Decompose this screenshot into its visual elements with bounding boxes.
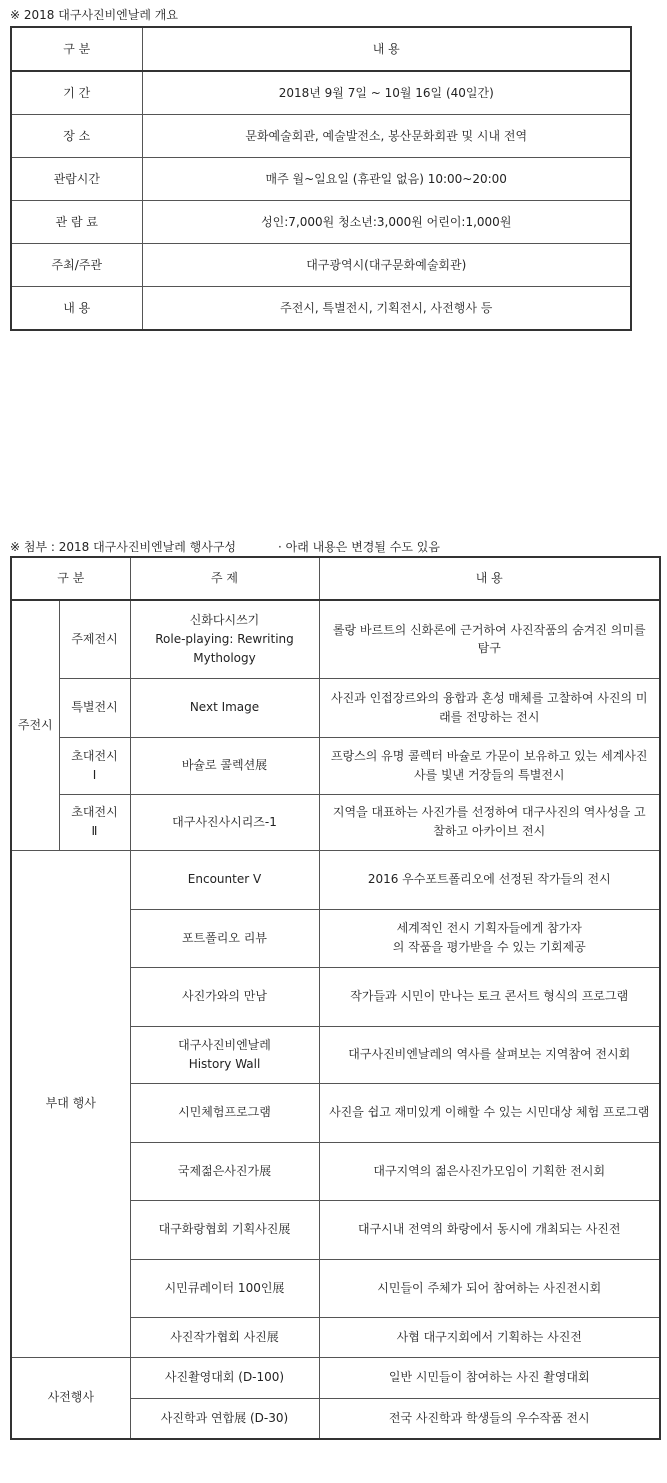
program-topic: [130, 600, 319, 678]
program-subcategory-line: 초대전시 Ⅱ: [71, 805, 118, 838]
program-row: [11, 850, 660, 909]
program-content: [319, 1026, 660, 1083]
overview-label: 기 간: [11, 71, 142, 115]
program-content-line: 대구사진비엔날레의 역사를 살펴보는 지역참여 전시회: [348, 1047, 631, 1062]
program-table: [10, 556, 661, 1440]
overview-row: [11, 201, 631, 244]
program-content-line: 일반 시민들이 참여하는 사진 촬영대회: [388, 1370, 590, 1385]
program-topic-line: 대구사진비엔날레: [178, 1037, 271, 1052]
program-content-line: 사진을 쉽고 재미있게 이해할 수 있는 시민대상 체험 프로그램: [329, 1105, 650, 1120]
program-topic-line: 사진가와의 만남: [182, 989, 267, 1004]
program-row: [11, 737, 660, 794]
program-topic: [130, 737, 319, 794]
program-topic-line: 사진작가협회 사진展: [170, 1329, 279, 1344]
program-content-line: 의 작품을 평가받을 수 있는 기회제공: [392, 940, 586, 954]
program-topic-line: Mythology: [193, 650, 256, 665]
program-row: [11, 794, 660, 850]
program-content-line: 대구지역의 젊은사진가모임이 기획한 전시회: [373, 1163, 606, 1178]
program-content-line: 전국 사진학과 학생들의 우수작품 전시: [388, 1410, 590, 1425]
program-topic: [130, 1357, 319, 1398]
program-group-label-line: 사전행사: [47, 1390, 94, 1405]
program-topic: [130, 850, 319, 909]
program-content: [319, 1083, 660, 1142]
overview-value: 매주 월~일요일 (휴관일 없음) 10:00~20:00: [142, 158, 631, 201]
program-subcategory: [59, 678, 130, 737]
program-group-label-line: 부대 행사: [45, 1096, 96, 1111]
program-topic-line: 바슐로 콜렉션展: [181, 758, 268, 773]
program-content-line: 사를 빛낸 거장들의 특별전시: [413, 767, 565, 782]
program-content-line: 작가들과 시민이 만나는 토크 콘서트 형식의 프로그램: [350, 989, 629, 1004]
overview-label: 주최/주관: [11, 244, 142, 287]
program-group-label: [11, 1357, 130, 1439]
program-group-label: [11, 600, 59, 850]
program-topic-line: History Wall: [188, 1056, 261, 1071]
program-content: [319, 794, 660, 850]
program-topic-line: 대구사진사시리즈-1: [172, 814, 277, 829]
program-header-row: [11, 557, 660, 600]
program-note: · 아래 내용은 변경될 수도 있음: [278, 540, 440, 554]
program-subcategory: [59, 794, 130, 850]
program-topic-line: Next Image: [189, 700, 260, 715]
program-content-line: 찰하고 아카이브 전시: [433, 824, 546, 838]
program-row: [11, 678, 660, 737]
program-topic-line: 시민큐레이터 100인展: [164, 1280, 285, 1295]
program-subcategory: [59, 737, 130, 794]
program-content-line: 탐구: [477, 641, 501, 656]
overview-header-content: 내 용: [142, 27, 631, 71]
overview-label: 장 소: [11, 115, 142, 158]
program-topic-line: 사진촬영대회 (D-100): [164, 1370, 285, 1385]
program-content-line: 2016 우수포트폴리오에 선정된 작가들의 전시: [367, 872, 611, 887]
program-content: [319, 1142, 660, 1200]
program-topic: [130, 1317, 319, 1357]
program-topic: [130, 1259, 319, 1317]
overview-value: 주전시, 특별전시, 기획전시, 사전행사 등: [142, 287, 631, 331]
program-topic-line: 대구화랑협회 기획사진展: [158, 1222, 291, 1237]
program-topic-line: Role-playing: Rewriting: [155, 631, 294, 646]
program-topic: [130, 1083, 319, 1142]
program-row: [11, 1357, 660, 1398]
overview-header-row: [11, 27, 631, 71]
program-content: [319, 909, 660, 967]
program-row: [11, 600, 660, 678]
overview-value: 2018년 9월 7일 ~ 10월 16일 (40일간): [142, 71, 631, 115]
program-subcategory-line: 주제전시: [71, 631, 118, 646]
program-content: [319, 967, 660, 1026]
program-topic-line: Encounter V: [187, 872, 262, 887]
program-content-line: 지역을 대표하는 사진가를 선정하여 대구사진의 역사성을 고: [332, 805, 646, 820]
program-content: [319, 1398, 660, 1439]
program-topic-line: 국제젊은사진가展: [177, 1163, 272, 1178]
program-content: [319, 600, 660, 678]
program-topic-line: 사진학과 연합展 (D-30): [160, 1410, 289, 1425]
overview-caption: ※ 2018 대구사진비엔날레 개요: [10, 8, 178, 22]
program-content: [319, 1357, 660, 1398]
program-content-line: 사진과 인접장르와의 융합과 혼성 매체를 고찰하여 사진의 미: [330, 690, 648, 705]
program-header-topic: 주 제: [130, 557, 319, 600]
program-topic: [130, 1398, 319, 1439]
program-topic: [130, 909, 319, 967]
program-subcategory-line: 특별전시: [71, 700, 118, 715]
program-content-line: 대구시내 전역의 화랑에서 동시에 개최되는 사진전: [357, 1222, 621, 1237]
program-group-label-line: 주전시: [17, 717, 53, 732]
overview-header-category: 구 분: [11, 27, 142, 71]
overview-label: 관 람 료: [11, 201, 142, 244]
program-topic-line: 신화다시쓰기: [189, 613, 260, 628]
overview-row: [11, 158, 631, 201]
program-topic: [130, 794, 319, 850]
overview-row: [11, 115, 631, 158]
overview-value: 성인:7,000원 청소년:3,000원 어린이:1,000원: [142, 201, 631, 244]
program-caption-line: [10, 538, 440, 557]
program-topic-line: 시민체험프로그램: [178, 1105, 271, 1120]
program-topic: [130, 1142, 319, 1200]
program-content: [319, 1200, 660, 1259]
program-content: [319, 737, 660, 794]
program-subcategory: [59, 600, 130, 678]
program-content-line: 래를 전망하는 전시: [439, 709, 540, 724]
program-content-line: 프랑스의 유명 콜렉터 바슐로 가문이 보유하고 있는 세계사진: [330, 748, 648, 763]
overview-row: [11, 71, 631, 115]
overview-row: [11, 287, 631, 331]
overview-label: 내 용: [11, 287, 142, 331]
program-topic: [130, 1026, 319, 1083]
program-header-content: 내 용: [319, 557, 660, 600]
overview-label: 관람시간: [11, 158, 142, 201]
overview-table: [10, 26, 632, 331]
program-content: [319, 1259, 660, 1317]
program-topic-line: 포트폴리오 리뷰: [182, 930, 267, 945]
overview-row: [11, 244, 631, 287]
program-content: [319, 850, 660, 909]
program-content-line: 시민들이 주체가 되어 참여하는 사진전시회: [377, 1280, 602, 1295]
program-content: [319, 678, 660, 737]
program-subcategory-line: 초대전시 Ⅰ: [71, 748, 118, 782]
program-group-label: [11, 850, 130, 1357]
overview-value: 문화예술회관, 예술발전소, 봉산문화회관 및 시내 전역: [142, 115, 631, 158]
program-content-line: 세계적인 전시 기획자들에게 참가자: [396, 921, 582, 936]
program-header-category: 구 분: [11, 557, 130, 600]
program-content: [319, 1317, 660, 1357]
program-topic: [130, 967, 319, 1026]
program-caption: ※ 첨부 : 2018 대구사진비엔날레 행사구성: [10, 540, 236, 554]
overview-value: 대구광역시(대구문화예술회관): [142, 244, 631, 287]
program-content-line: 롤랑 바르트의 신화론에 근거하여 사진작품의 숨겨진 의미를: [332, 622, 646, 637]
program-topic: [130, 678, 319, 737]
program-topic: [130, 1200, 319, 1259]
program-content-line: 사협 대구지회에서 기획하는 사진전: [396, 1329, 582, 1344]
